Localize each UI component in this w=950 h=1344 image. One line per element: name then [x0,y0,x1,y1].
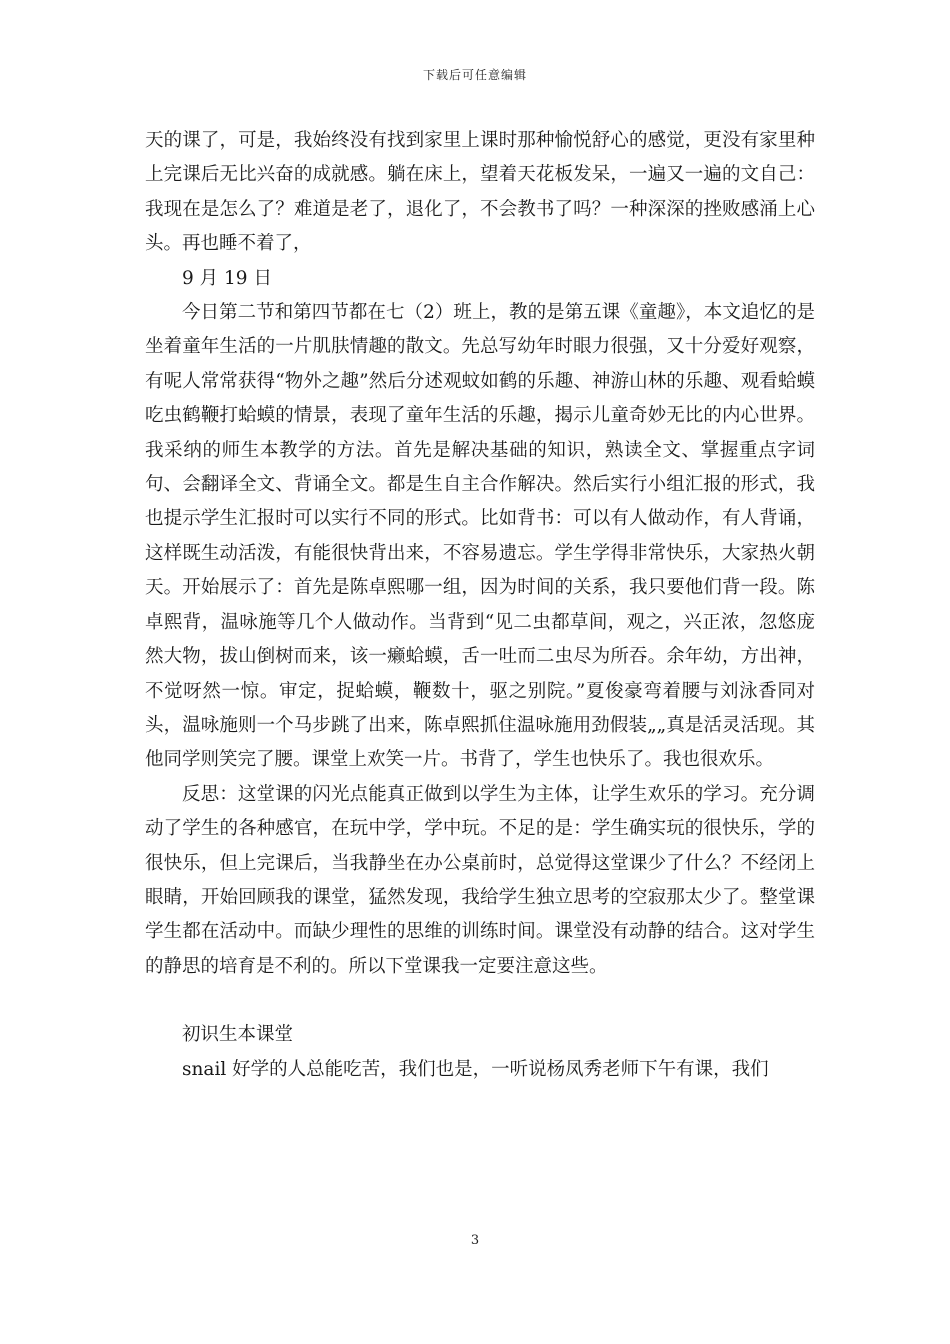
paragraph-continued: 天的课了，可是，我始终没有找到家里上课时那种愉悦舒心的感觉，更没有家里种上完课后无比兴奋的成就感。躺在床上，望着天花板发呆，一遍又一遍的文自己：我现在是怎么了？难道是老了，退化了，不会教书了吗？一种深深的挫败感涌上心头。再也睡不着了， [145,130,815,255]
paragraph-section-start: snail 好学的人总能吃苦，我们也是，一听说杨凤秀老师下午有课，我们 [182,1058,769,1080]
section-spacer [145,984,815,1018]
paragraph-lesson-account: 今日第二节和第四节都在七（2）班上，教的是第五课《童趣》，本文追忆的是坐着童年生活的一片肌肤情趣的散文。先总写幼年时眼力很强，又十分爱好观察，有呢人常常获得“物外之趣”然后分述观蚊如鹤的乐趣、神游山林的乐趣、观看蛤蟆吃虫鹤鞭打蛤蟆的情景，表现了童年生活的乐趣，揭示儿童奇妙无比的内心世界。我采纳的师生本教学的方法。首先是解决基础的知识，熟读全文、掌握重点字词句、会翻译全文、背诵全文。都是生自主合作解决。然后实行小组汇报的形式，我也提示学生汇报时可以实行不同的形式。比如背书：可以有人做动作，有人背诵，这样既生动活泼，有能很快背出来，不容易遗忘。学生学得非常快乐，大家热火朝天。开始展示了：首先是陈卓熙哪一组，因为时间的关系，我只要他们背一段。陈卓熙背，温咏施等几个人做动作。当背到“见二虫都草间，观之，兴正浓，忽悠庞然大物，拔山倒树而来，该一癞蛤蟆，舌一吐而二虫尽为所吞。余年幼，方出神，不觉呀然一惊。审定，捉蛤蟆，鞭数十，驱之别院。”夏俊豪弯着腰与刘泳香同对头，温咏施则一个马步跳了出来，陈卓熙抓住温咏施用劲假装„„真是活灵活现。其他同学则笑完了腰。课堂上欢笑一片。书背了，学生也快乐了。我也很欢乐。 [145,302,815,771]
paragraph-reflection: 反思：这堂课的闪光点能真正做到以学生为主体，让学生欢乐的学习。充分调动了学生的各种感官，在玩中学，学中玩。不足的是：学生确实玩的很快乐，学的很快乐，但上完课后，当我静坐在办公桌前时，总觉得这堂课少了什么？不经闭上眼睛，开始回顾我的课堂，猛然发现，我给学生独立思考的空寂那太少了。整堂课学生都在活动中。而缺少理性的思维的训练时间。课堂没有动静的结合。这对学生的静思的培育是不利的。所以下堂课我一定要注意这些。 [145,783,815,977]
page-header: 下载后可任意编辑 [422,68,527,82]
page-number: 3 [470,1233,480,1248]
diary-date: 9 月 19 日 [182,267,272,289]
section-heading: 初识生本课堂 [182,1024,294,1046]
document-body [145,124,815,1087]
